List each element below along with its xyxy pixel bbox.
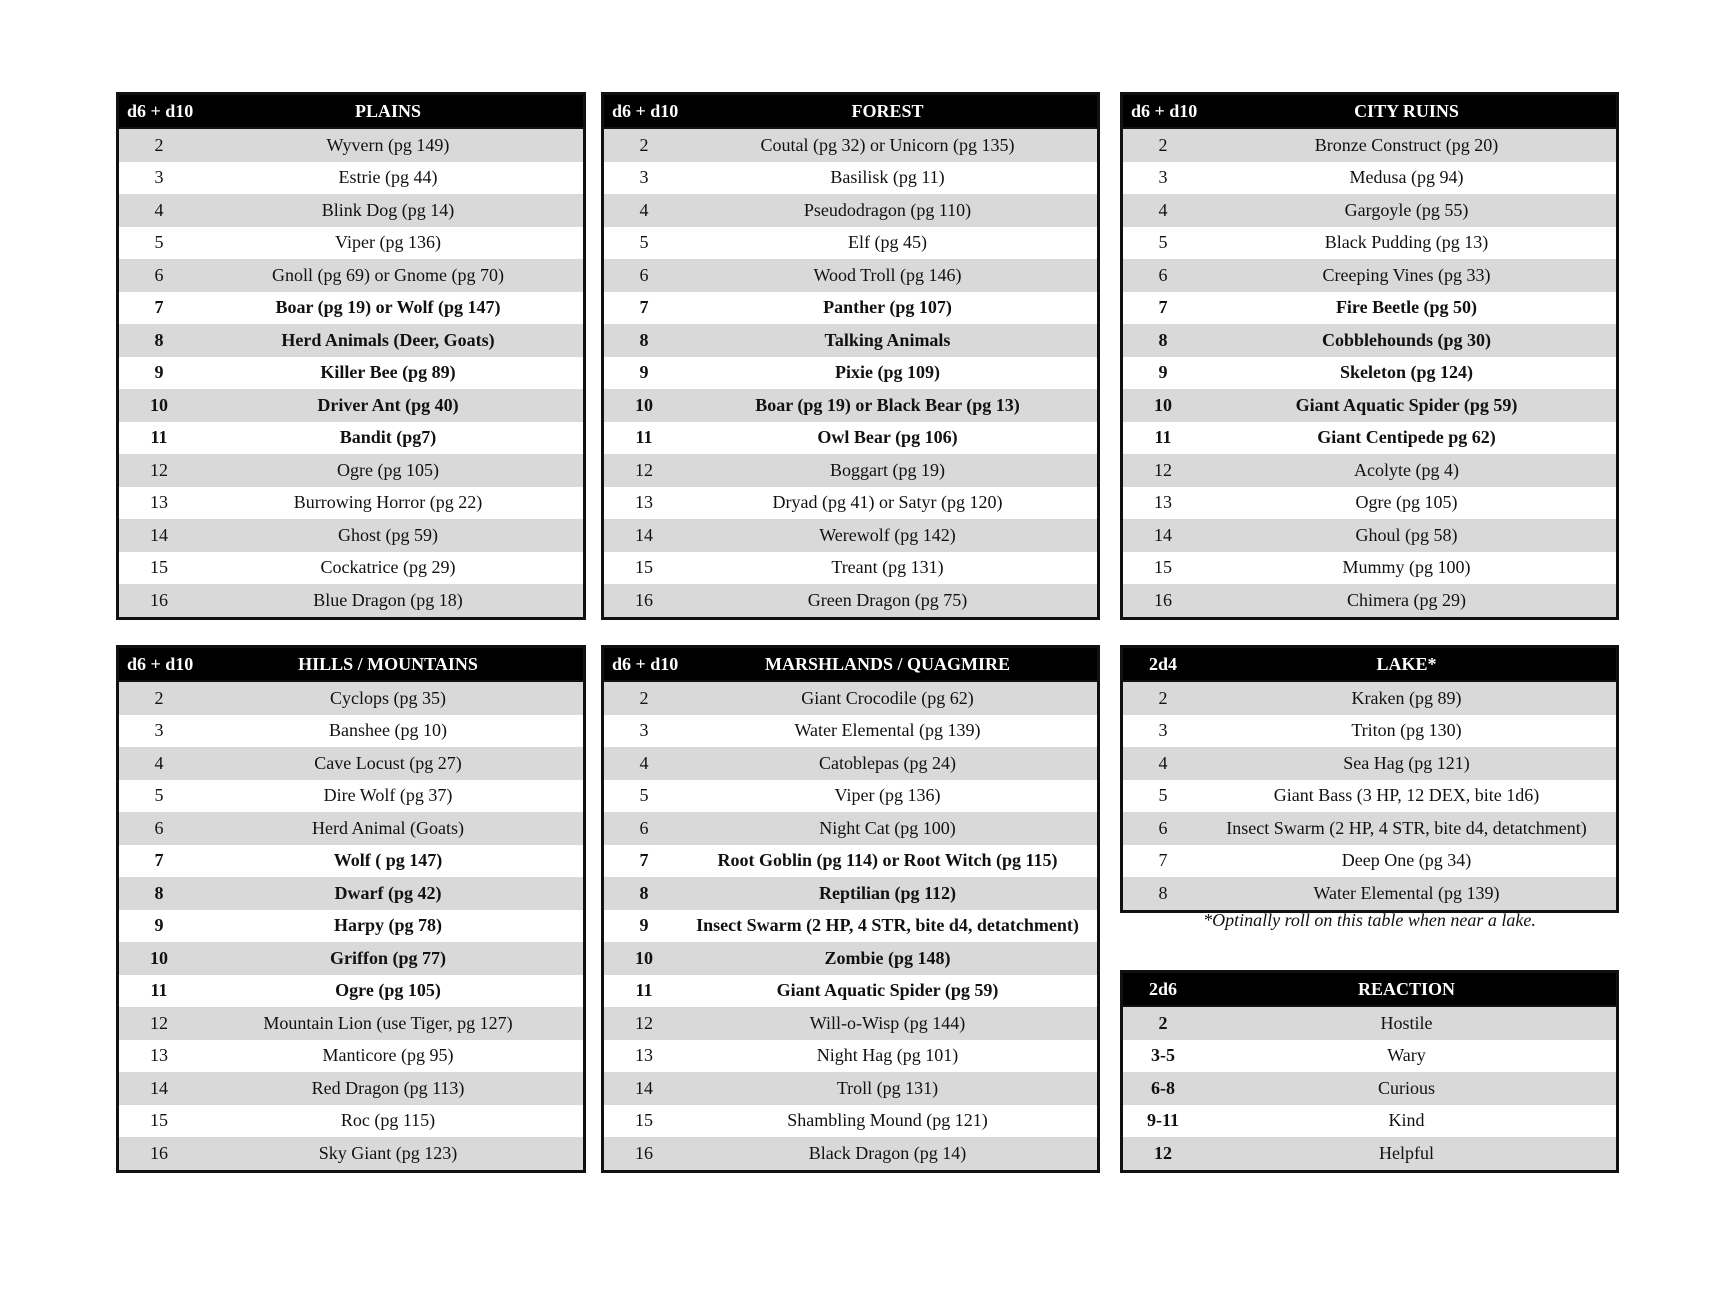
roll-value: 2: [154, 134, 164, 155]
table-row: [604, 584, 1097, 617]
roll-value: 6: [154, 817, 164, 838]
roll-value: 16: [1154, 589, 1172, 610]
result-text: Ogre (pg 105): [335, 980, 441, 1001]
result-text: Banshee (pg 10): [329, 720, 447, 741]
table-row: [604, 454, 1097, 487]
roll-value: 2: [1158, 1012, 1168, 1033]
table-row: [604, 942, 1097, 975]
table-header: [604, 648, 1097, 682]
roll-value: 5: [154, 232, 164, 253]
table-title: PLAINS: [354, 100, 421, 121]
result-text: Elf (pg 45): [848, 232, 927, 253]
roll-value: 9: [1158, 362, 1168, 383]
result-text: Giant Crocodile (pg 62): [801, 687, 974, 708]
result-text: Ghoul (pg 58): [1355, 524, 1458, 545]
roll-value: 16: [150, 1142, 168, 1163]
roll-value: 4: [154, 752, 164, 773]
result-text: Cobblehounds (pg 30): [1321, 329, 1492, 350]
table-title: REACTION: [1357, 978, 1455, 999]
table-row: [119, 1072, 583, 1105]
roll-value: 13: [635, 492, 653, 513]
roll-value: 5: [154, 785, 164, 806]
roll-value: 6: [154, 264, 164, 285]
result-text: Night Cat (pg 100): [819, 817, 956, 838]
result-text: Wary: [1387, 1045, 1426, 1066]
result-text: Sea Hag (pg 121): [1343, 752, 1470, 773]
table-row: [119, 454, 583, 487]
result-text: Treant (pg 131): [831, 557, 944, 578]
table-row: [119, 1137, 583, 1170]
result-text: Bronze Construct (pg 20): [1314, 134, 1499, 155]
result-text: Gnoll (pg 69) or Gnome (pg 70): [272, 264, 504, 285]
result-text: Basilisk (pg 11): [830, 167, 945, 188]
plains-table: [116, 92, 586, 620]
table-row: [119, 1105, 583, 1138]
roll-value: 8: [1158, 882, 1168, 903]
table-row: [119, 812, 583, 845]
roll-value: 3: [154, 167, 164, 188]
table-row: [604, 1105, 1097, 1138]
roll-value: 10: [635, 947, 653, 968]
table-header: [1123, 973, 1616, 1007]
roll-value: 11: [150, 427, 168, 448]
table-row: [1123, 1007, 1616, 1040]
table-row: [1123, 324, 1616, 357]
roll-value: 4: [1158, 752, 1168, 773]
table-row: [119, 324, 583, 357]
result-text: Gargoyle (pg 55): [1344, 199, 1469, 220]
roll-value: 12: [150, 459, 168, 480]
table-row: [119, 422, 583, 455]
table-row: [119, 552, 583, 585]
result-text: Helpful: [1379, 1142, 1434, 1163]
roll-header: d6 + d10: [1131, 100, 1198, 121]
result-text: Burrowing Horror (pg 22): [293, 492, 483, 513]
roll-value: 3-5: [1151, 1045, 1175, 1066]
roll-value: 4: [154, 199, 164, 220]
result-text: Talking Animals: [824, 329, 951, 350]
table-row: [1123, 877, 1616, 910]
table-row: [604, 812, 1097, 845]
roll-header: d6 + d10: [612, 100, 679, 121]
hills-mountains-table: [116, 645, 586, 1173]
result-text: Skeleton (pg 124): [1339, 362, 1473, 383]
table-row: [119, 780, 583, 813]
result-text: Pseudodragon (pg 110): [803, 199, 972, 220]
table-row: [119, 162, 583, 195]
result-text: Black Dragon (pg 14): [808, 1142, 967, 1163]
table-row: [1123, 1105, 1616, 1138]
table-row: [604, 389, 1097, 422]
result-text: Creeping Vines (pg 33): [1322, 264, 1491, 285]
table-row: [1123, 584, 1616, 617]
result-text: Reptilian (pg 112): [818, 882, 956, 903]
result-text: Bandit (pg7): [339, 427, 437, 448]
result-text: Ghost (pg 59): [338, 524, 438, 545]
table-row: [1123, 487, 1616, 520]
roll-value: 11: [635, 427, 653, 448]
table-row: [604, 324, 1097, 357]
roll-value: 7: [1158, 297, 1168, 318]
roll-value: 12: [635, 1012, 653, 1033]
roll-value: 14: [1154, 524, 1172, 545]
roll-value: 7: [639, 297, 649, 318]
result-text: Harpy (pg 78): [334, 915, 442, 936]
table-header: [119, 648, 583, 682]
table-row: [1123, 780, 1616, 813]
result-text: Ogre (pg 105): [1355, 492, 1458, 513]
result-text: Water Elemental (pg 139): [794, 720, 981, 741]
table-row: [604, 292, 1097, 325]
lake-table: [1120, 645, 1619, 913]
result-text: Blink Dog (pg 14): [321, 199, 455, 220]
roll-value: 2: [1158, 687, 1168, 708]
table-row: [604, 162, 1097, 195]
result-text: Zombie (pg 148): [824, 947, 951, 968]
forest-table: [601, 92, 1100, 620]
table-row: [604, 519, 1097, 552]
table-row: [604, 129, 1097, 162]
roll-value: 3: [1158, 167, 1168, 188]
table-row: [604, 259, 1097, 292]
result-text: Coutal (pg 32) or Unicorn (pg 135): [760, 134, 1015, 155]
result-text: Boar (pg 19) or Wolf (pg 147): [275, 297, 501, 318]
roll-value: 15: [635, 557, 653, 578]
table-body: [604, 682, 1097, 1170]
table-row: [604, 747, 1097, 780]
table-row: [1123, 1137, 1616, 1170]
roll-value: 12: [635, 459, 653, 480]
table-row: [119, 357, 583, 390]
roll-value: 2: [639, 687, 649, 708]
result-text: Acolyte (pg 4): [1354, 459, 1459, 480]
roll-value: 14: [635, 524, 653, 545]
roll-value: 11: [1154, 427, 1172, 448]
roll-value: 16: [635, 1142, 653, 1163]
table-row: [119, 194, 583, 227]
table-title: CITY RUINS: [1354, 100, 1459, 121]
result-text: Dwarf (pg 42): [334, 882, 442, 903]
table-row: [604, 422, 1097, 455]
table-row: [119, 227, 583, 260]
result-text: Giant Bass (3 HP, 12 DEX, bite 1d6): [1273, 785, 1540, 806]
roll-value: 3: [154, 720, 164, 741]
table-row: [604, 194, 1097, 227]
table-row: [1123, 389, 1616, 422]
table-body: [119, 129, 583, 617]
roll-value: 4: [639, 199, 649, 220]
table-row: [119, 845, 583, 878]
table-row: [1123, 519, 1616, 552]
table-header: [119, 95, 583, 129]
roll-value: 12: [150, 1012, 168, 1033]
table-header: [604, 95, 1097, 129]
result-text: Shambling Mound (pg 121): [787, 1110, 988, 1131]
roll-value: 9: [639, 362, 649, 383]
result-text: Red Dragon (pg 113): [311, 1077, 465, 1098]
result-text: Boggart (pg 19): [830, 459, 945, 480]
result-text: Sky Giant (pg 123): [318, 1142, 458, 1163]
result-text: Curious: [1377, 1077, 1435, 1098]
table-row: [1123, 259, 1616, 292]
roll-value: 8: [639, 329, 649, 350]
table-body: [604, 129, 1097, 617]
table-row: [119, 682, 583, 715]
roll-value: 15: [150, 1110, 168, 1131]
table-row: [604, 1007, 1097, 1040]
roll-value: 10: [150, 394, 168, 415]
roll-value: 8: [639, 882, 649, 903]
roll-header: 2d6: [1148, 978, 1177, 999]
result-text: Fire Beetle (pg 50): [1335, 297, 1478, 318]
roll-value: 6: [1158, 817, 1168, 838]
table-row: [119, 975, 583, 1008]
table-row: [604, 1072, 1097, 1105]
result-text: Viper (pg 136): [834, 785, 941, 806]
roll-value: 9: [154, 362, 164, 383]
roll-value: 2: [1158, 134, 1168, 155]
roll-value: 14: [635, 1077, 653, 1098]
roll-value: 5: [639, 785, 649, 806]
roll-header: d6 + d10: [127, 100, 194, 121]
table-row: [119, 910, 583, 943]
result-text: Wyvern (pg 149): [326, 134, 450, 155]
result-text: Mountain Lion (use Tiger, pg 127): [263, 1012, 513, 1033]
table-title: LAKE*: [1376, 653, 1437, 674]
result-text: Dryad (pg 41) or Satyr (pg 120): [772, 492, 1003, 513]
result-text: Insect Swarm (2 HP, 4 STR, bite d4, detatchment): [1226, 817, 1587, 838]
table-row: [119, 1040, 583, 1073]
roll-value: 2: [154, 687, 164, 708]
table-row: [1123, 812, 1616, 845]
roll-value: 9: [154, 915, 164, 936]
roll-value: 14: [150, 1077, 168, 1098]
table-header: [1123, 95, 1616, 129]
table-row: [1123, 747, 1616, 780]
table-row: [604, 357, 1097, 390]
result-text: Herd Animals (Deer, Goats): [281, 329, 495, 350]
table-row: [604, 682, 1097, 715]
roll-value: 4: [1158, 199, 1168, 220]
roll-value: 8: [154, 882, 164, 903]
roll-value: 11: [635, 980, 653, 1001]
result-text: Triton (pg 130): [1351, 720, 1462, 741]
result-text: Wood Troll (pg 146): [813, 264, 962, 285]
reaction-table: [1120, 970, 1619, 1173]
roll-value: 10: [150, 947, 168, 968]
table-header: [1123, 648, 1616, 682]
table-row: [1123, 422, 1616, 455]
result-text: Chimera (pg 29): [1347, 589, 1466, 610]
roll-value: 7: [1158, 850, 1168, 871]
roll-value: 7: [154, 297, 164, 318]
roll-value: 15: [150, 557, 168, 578]
table-row: [1123, 682, 1616, 715]
result-text: Herd Animal (Goats): [312, 817, 464, 838]
roll-value: 9: [639, 915, 649, 936]
result-text: Root Goblin (pg 114) or Root Witch (pg 115): [717, 850, 1058, 871]
roll-header: 2d4: [1148, 653, 1177, 674]
table-title: FOREST: [851, 100, 924, 121]
table-row: [604, 975, 1097, 1008]
result-text: Killer Bee (pg 89): [320, 362, 456, 383]
result-text: Giant Centipede pg 62): [1317, 427, 1496, 448]
roll-value: 3: [639, 167, 649, 188]
roll-value: 7: [154, 850, 164, 871]
table-row: [1123, 552, 1616, 585]
roll-value: 3: [639, 720, 649, 741]
table-row: [119, 519, 583, 552]
table-body: [1123, 1007, 1616, 1170]
table-row: [1123, 162, 1616, 195]
table-row: [119, 389, 583, 422]
table-row: [604, 845, 1097, 878]
table-row: [1123, 1072, 1616, 1105]
roll-value: 6: [639, 817, 649, 838]
table-title: HILLS / MOUNTAINS: [298, 653, 478, 674]
roll-value: 13: [150, 492, 168, 513]
table-row: [1123, 1040, 1616, 1073]
table-row: [119, 487, 583, 520]
result-text: Hostile: [1380, 1012, 1433, 1033]
roll-value: 5: [1158, 785, 1168, 806]
table-row: [119, 584, 583, 617]
roll-value: 4: [639, 752, 649, 773]
table-row: [604, 910, 1097, 943]
roll-value: 14: [150, 524, 168, 545]
table-row: [1123, 454, 1616, 487]
table-row: [1123, 845, 1616, 878]
table-row: [604, 877, 1097, 910]
roll-value: 15: [1154, 557, 1172, 578]
result-text: Panther (pg 107): [823, 297, 952, 318]
table-row: [119, 877, 583, 910]
result-text: Cyclops (pg 35): [330, 687, 446, 708]
result-text: Manticore (pg 95): [322, 1045, 454, 1066]
table-body: [1123, 129, 1616, 617]
roll-value: 2: [639, 134, 649, 155]
roll-value: 10: [635, 394, 653, 415]
roll-value: 13: [635, 1045, 653, 1066]
table-row: [119, 1007, 583, 1040]
table-row: [1123, 194, 1616, 227]
roll-value: 3: [1158, 720, 1168, 741]
result-text: Will-o-Wisp (pg 144): [809, 1012, 966, 1033]
table-row: [1123, 129, 1616, 162]
result-text: Driver Ant (pg 40): [317, 394, 459, 415]
table-row: [119, 292, 583, 325]
table-row: [119, 259, 583, 292]
result-text: Night Hag (pg 101): [816, 1045, 959, 1066]
result-text: Troll (pg 131): [836, 1077, 939, 1098]
roll-value: 16: [150, 589, 168, 610]
roll-value: 9-11: [1146, 1110, 1179, 1131]
table-row: [604, 1040, 1097, 1073]
result-text: Werewolf (pg 142): [819, 524, 956, 545]
table-row: [604, 487, 1097, 520]
table-row: [119, 129, 583, 162]
result-text: Roc (pg 115): [340, 1110, 436, 1131]
result-text: Estrie (pg 44): [338, 167, 438, 188]
table-row: [1123, 227, 1616, 260]
roll-value: 6: [639, 264, 649, 285]
result-text: Pixie (pg 109): [835, 362, 940, 383]
roll-value: 8: [1158, 329, 1168, 350]
result-text: Cave Locust (pg 27): [314, 752, 462, 773]
result-text: Water Elemental (pg 139): [1313, 882, 1500, 903]
table-body: [1123, 682, 1616, 910]
table-row: [1123, 715, 1616, 748]
table-row: [604, 780, 1097, 813]
table-row: [604, 552, 1097, 585]
roll-value: 16: [635, 589, 653, 610]
marshlands-table: [601, 645, 1100, 1173]
result-text: Wolf ( pg 147): [333, 850, 443, 871]
table-row: [119, 715, 583, 748]
result-text: Black Pudding (pg 13): [1324, 232, 1489, 253]
result-text: Ogre (pg 105): [337, 459, 439, 480]
table-row: [604, 227, 1097, 260]
result-text: Griffon (pg 77): [330, 947, 446, 968]
roll-value: 12: [1154, 459, 1172, 480]
city-ruins-table: [1120, 92, 1619, 620]
result-text: Kind: [1388, 1110, 1425, 1131]
result-text: Dire Wolf (pg 37): [323, 785, 453, 806]
roll-header: d6 + d10: [612, 653, 679, 674]
result-text: Cockatrice (pg 29): [320, 557, 456, 578]
result-text: Giant Aquatic Spider (pg 59): [776, 980, 999, 1001]
roll-value: 12: [1154, 1142, 1172, 1163]
table-row: [1123, 292, 1616, 325]
table-row: [119, 942, 583, 975]
result-text: Viper (pg 136): [335, 232, 441, 253]
result-text: Deep One (pg 34): [1341, 850, 1472, 871]
roll-header: d6 + d10: [127, 653, 194, 674]
roll-value: 8: [154, 329, 164, 350]
result-text: Giant Aquatic Spider (pg 59): [1295, 394, 1518, 415]
result-text: Mummy (pg 100): [1342, 557, 1471, 578]
roll-value: 13: [1154, 492, 1172, 513]
result-text: Kraken (pg 89): [1351, 687, 1462, 708]
table-row: [1123, 357, 1616, 390]
result-text: Insect Swarm (2 HP, 4 STR, bite d4, detatchment): [696, 915, 1079, 936]
roll-value: 10: [1154, 394, 1172, 415]
result-text: Owl Bear (pg 106): [817, 427, 958, 448]
result-text: Blue Dragon (pg 18): [313, 589, 463, 610]
roll-value: 6-8: [1151, 1077, 1175, 1098]
roll-value: 6: [1158, 264, 1168, 285]
roll-value: 5: [1158, 232, 1168, 253]
roll-value: 15: [635, 1110, 653, 1131]
result-text: Green Dragon (pg 75): [807, 589, 968, 610]
lake-footnote: *Optinally roll on this table when near a lake.: [1203, 910, 1536, 930]
table-title: MARSHLANDS / QUAGMIRE: [764, 653, 1010, 674]
roll-value: 7: [639, 850, 649, 871]
table-body: [119, 682, 583, 1170]
result-text: Catoblepas (pg 24): [819, 752, 956, 773]
roll-value: 11: [150, 980, 168, 1001]
result-text: Boar (pg 19) or Black Bear (pg 13): [755, 394, 1020, 415]
roll-value: 5: [639, 232, 649, 253]
result-text: Medusa (pg 94): [1349, 167, 1464, 188]
table-row: [604, 1137, 1097, 1170]
table-row: [604, 715, 1097, 748]
table-row: [119, 747, 583, 780]
roll-value: 13: [150, 1045, 168, 1066]
